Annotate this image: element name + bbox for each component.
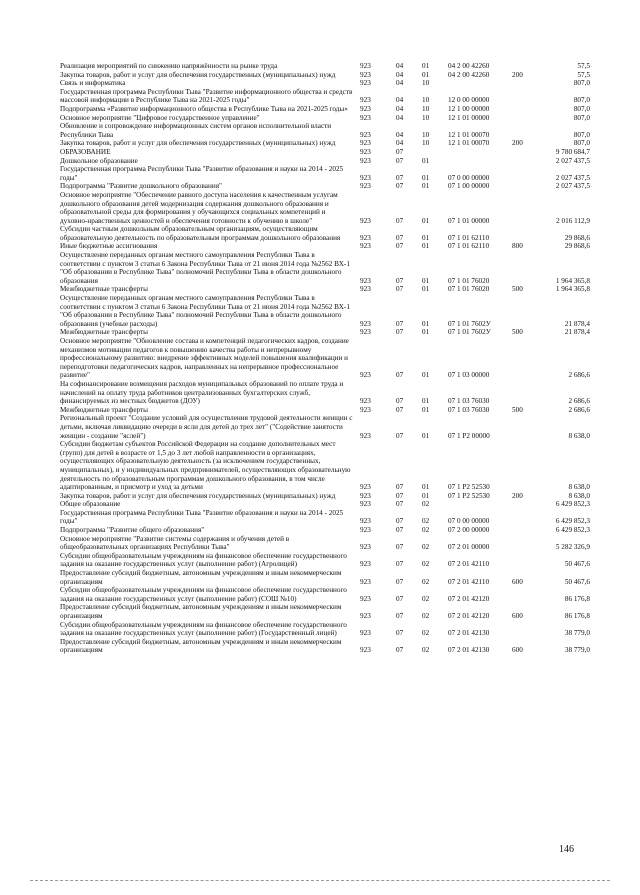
cell-rz: 07 (396, 156, 404, 165)
cell-cs: 07 1 01 76020 (448, 285, 490, 294)
page-number: 146 (559, 844, 574, 855)
cell-name: Реализация мероприятий по снижению напряжённости на рынке труда (60, 62, 278, 70)
cell-sum: 807,0 (573, 104, 590, 113)
table-row (60, 251, 590, 285)
cell-min: 923 (360, 526, 371, 535)
cell-name: Осуществление переданных органам местного самоуправления Республики Тыва в соответствии с пунктом 3 статьи 6 Закона Республики Тыва от 21 июня 2014 года №2562 ВХ-1 "Об образовании в Республике Тыва" полномочий Республики Тыва в области дошкольного образования (60, 251, 350, 285)
cell-rz: 07 (396, 646, 404, 655)
cell-sum: 807,0 (573, 113, 590, 122)
cell-cs: 07 2 01 42120 (448, 594, 490, 603)
table-row (60, 586, 590, 603)
cell-name: Субсидии бюджетам субъектов Российской Федерации на создание дополнительных мест (групп) для детей в возрасте от 1,5 до 3 лет любой направленности в организациях, осуществляющих образовательную деятельность (за исключением государственных, муниципальных), и у индивидуальных предпринимателей, осуществляющих образовательную деятельность по образовательным программам дошкольного образования, в том числе адаптированным, и присмотр и уход за детьми (60, 440, 351, 492)
cell-pr: 01 (422, 182, 430, 191)
table-row (60, 526, 590, 535)
cell-name: Иные бюджетные ассигнования (60, 242, 158, 251)
cell-name: Осуществление переданных органам местного самоуправления Республики Тыва в соответствии с пунктом 3 статьи 6 Закона Республики Тыва от 21 июня 2014 года №2562 ВХ-1 "Об образовании в Республике Тыва" полномочий Республики Тыва в области дошкольного образования (учебные расходы) (60, 294, 350, 328)
cell-pr: 01 (422, 319, 430, 328)
table-row (60, 406, 590, 415)
table-row (60, 88, 590, 105)
cell-sum: 807,0 (573, 139, 590, 148)
cell-sum: 2 027 437,5 (555, 156, 590, 165)
cell-name: Межбюджетные трансферты (60, 405, 148, 414)
cell-name: Основное мероприятие "Развитие системы содержания и обучения детей в общеобразовательных организациях Республики Тыва" (60, 534, 290, 552)
cell-min: 923 (360, 173, 371, 182)
table-row (60, 500, 590, 509)
page-bottom-edge (30, 880, 610, 881)
table-row (60, 225, 590, 242)
cell-name: Субсидии частным дошкольным образовательным организациям, осуществляющим образовательную деятельность по образовательным программам дошкольного образования (60, 225, 341, 242)
cell-pr: 02 (422, 629, 430, 638)
cell-min: 923 (360, 70, 371, 79)
cell-min: 923 (360, 130, 371, 139)
cell-rz: 07 (396, 285, 404, 294)
cell-min: 923 (360, 405, 371, 414)
cell-sum: 1 964 365,8 (555, 285, 590, 294)
cell-sum: 8 638,0 (568, 483, 590, 492)
cell-min: 923 (360, 594, 371, 603)
cell-sum: 2 686,6 (568, 405, 590, 414)
cell-cs: 07 1 P2 52530 (448, 483, 490, 492)
cell-rz: 07 (396, 397, 404, 406)
cell-cs: 07 1 01 7602У (448, 328, 491, 337)
cell-min: 923 (360, 62, 371, 70)
cell-min: 923 (360, 113, 371, 122)
cell-name: На софинансирование возмещения расходов муниципальных образований по оплате труда и начислений на оплату труда работников централизованных бухгалтерских служб, финансируемых из местных бюджетов (ДОУ) (60, 379, 344, 406)
cell-sum: 6 429 852,3 (555, 526, 590, 535)
cell-pr: 10 (422, 104, 430, 113)
table-row (60, 535, 590, 552)
cell-sum: 21 878,4 (564, 328, 590, 337)
table-row (60, 440, 590, 492)
cell-pr: 10 (422, 130, 430, 139)
cell-pr: 02 (422, 577, 430, 586)
cell-sum: 807,0 (573, 96, 590, 105)
cell-vr: 200 (512, 139, 523, 148)
cell-name: Закупка товаров, работ и услуг для обеспечения государственных (муниципальных) нужд (60, 491, 336, 500)
cell-rz: 07 (396, 233, 404, 242)
table-row (60, 621, 590, 638)
cell-cs: 07 2 01 42120 (448, 612, 490, 620)
table-row (60, 242, 590, 251)
table-row (60, 638, 590, 655)
cell-cs: 12 1 00 00000 (448, 104, 490, 113)
cell-sum: 807,0 (573, 79, 590, 88)
cell-pr: 01 (422, 233, 430, 242)
cell-pr: 01 (422, 156, 430, 165)
cell-pr: 01 (422, 276, 430, 285)
cell-rz: 04 (396, 79, 404, 88)
cell-pr: 02 (422, 543, 430, 552)
cell-cs: 07 0 00 00000 (448, 173, 490, 182)
cell-pr: 01 (422, 371, 430, 380)
cell-min: 923 (360, 517, 371, 526)
cell-sum: 2 027 437,5 (555, 182, 590, 191)
table-row (60, 157, 590, 166)
cell-vr: 600 (512, 577, 523, 586)
cell-cs: 07 1 01 7602У (448, 319, 491, 328)
cell-cs: 07 2 01 42130 (448, 646, 490, 655)
cell-rz: 04 (396, 130, 404, 139)
cell-pr: 10 (422, 79, 430, 88)
cell-cs: 12 1 01 00070 (448, 139, 490, 148)
cell-min: 923 (360, 104, 371, 113)
cell-rz: 07 (396, 517, 404, 526)
cell-rz: 07 (396, 629, 404, 638)
cell-min: 923 (360, 182, 371, 191)
cell-min: 923 (360, 646, 371, 655)
cell-pr: 01 (422, 173, 430, 182)
table-row (60, 122, 590, 139)
cell-name: Субсидии общеобразовательным учреждениям на финансовое обеспечение государственного задания на оказание государственных услуг (выполнение работ) (Агролицей) (60, 551, 347, 569)
cell-cs: 12 0 00 00000 (448, 96, 490, 105)
cell-min: 923 (360, 96, 371, 105)
table-row (60, 569, 590, 586)
table-row (60, 380, 590, 406)
cell-rz: 07 (396, 216, 404, 225)
cell-cs: 12 1 01 00070 (448, 130, 490, 139)
table-row (60, 509, 590, 526)
cell-min: 923 (360, 216, 371, 225)
cell-pr: 01 (422, 285, 430, 294)
budget-table (60, 62, 590, 655)
cell-pr: 01 (422, 62, 430, 70)
cell-sum: 2 686,6 (568, 397, 590, 406)
cell-min: 923 (360, 483, 371, 492)
table-row (60, 114, 590, 123)
cell-pr: 02 (422, 612, 430, 620)
cell-pr: 02 (422, 646, 430, 655)
table-row (60, 139, 590, 148)
cell-cs: 07 1 01 62110 (448, 233, 490, 242)
cell-pr: 02 (422, 517, 430, 526)
cell-sum: 8 638,0 (568, 491, 590, 500)
cell-cs: 07 1 01 00000 (448, 216, 490, 225)
cell-pr: 02 (422, 500, 430, 509)
cell-vr: 500 (512, 285, 523, 294)
cell-vr: 500 (512, 405, 523, 414)
cell-cs: 07 1 01 62110 (448, 242, 490, 251)
cell-rz: 07 (396, 431, 404, 440)
cell-min: 923 (360, 242, 371, 251)
cell-name: Подпрограмма "Развитие общего образования" (60, 526, 205, 535)
cell-name: Государственная программа Республики Тыва "Развитие образования и науки на 2014 - 2025 годы" (60, 508, 344, 526)
cell-name: Основное мероприятие "Обеспечение равного доступа населения к качественным услугам дошкольного образования детей модернизация содержания дошкольного образования и образовательной среды для формирования у обучающихся социальных компетенций и духовно-нравственных ценностей и обеспечения готовности к обучению в школе" (60, 190, 338, 225)
cell-name: Обновление и сопровождение информационных систем органов исполнительной власти Республики Тыва (60, 122, 332, 139)
cell-min: 923 (360, 328, 371, 337)
cell-min: 923 (360, 612, 371, 620)
cell-rz: 07 (396, 242, 404, 251)
cell-name: Дошкольное образование (60, 156, 138, 165)
cell-min: 923 (360, 319, 371, 328)
cell-sum: 807,0 (573, 130, 590, 139)
cell-min: 923 (360, 397, 371, 406)
cell-pr: 01 (422, 405, 430, 414)
cell-vr: 600 (512, 646, 523, 655)
cell-rz: 07 (396, 147, 404, 156)
cell-sum: 9 780 684,7 (555, 147, 590, 156)
cell-pr: 02 (422, 594, 430, 603)
table-row (60, 62, 590, 71)
cell-rz: 07 (396, 612, 404, 620)
cell-sum: 2 016 112,9 (556, 216, 590, 225)
cell-pr: 01 (422, 431, 430, 440)
cell-rz: 07 (396, 319, 404, 328)
cell-cs: 07 1 03 00000 (448, 371, 490, 380)
table-row (60, 285, 590, 294)
cell-pr: 10 (422, 139, 430, 148)
cell-cs: 07 1 01 76020 (448, 276, 490, 285)
cell-sum: 8 638,0 (568, 431, 590, 440)
cell-name: Предоставление субсидий бюджетным, автономным учреждениям и иным некоммерческим организациям (60, 603, 342, 620)
cell-cs: 07 1 03 76030 (448, 397, 490, 406)
cell-min: 923 (360, 491, 371, 500)
cell-cs: 07 2 01 42110 (448, 577, 490, 586)
cell-rz: 04 (396, 70, 404, 79)
cell-pr: 10 (422, 96, 430, 105)
cell-vr: 600 (512, 612, 523, 620)
cell-vr: 800 (512, 242, 523, 251)
table-row (60, 294, 590, 328)
cell-name: Государственная программа Республики Тыва "Развитие образования и науки на 2014 - 2025 годы" (60, 165, 344, 182)
cell-rz: 07 (396, 173, 404, 182)
cell-name: Государственная программа Республики Тыва "Развитие информационного общества и средств массовой информации в Республике Тыва на 2021-2025 годы" (60, 87, 353, 105)
cell-name: ОБРАЗОВАНИЕ (60, 147, 111, 156)
cell-sum: 1 964 365,8 (555, 276, 590, 285)
cell-sum: 6 429 852,3 (555, 517, 590, 526)
cell-pr: 01 (422, 70, 430, 79)
table-row (60, 492, 590, 501)
cell-min: 923 (360, 543, 371, 552)
cell-name: Закупка товаров, работ и услуг для обеспечения государственных (муниципальных) нужд (60, 70, 336, 79)
cell-pr: 01 (422, 328, 430, 337)
cell-pr: 01 (422, 491, 430, 500)
table-row (60, 337, 590, 380)
cell-sum: 57,5 (577, 70, 590, 79)
cell-name: Межбюджетные трансферты (60, 328, 148, 337)
cell-cs: 07 2 01 42130 (448, 629, 490, 638)
cell-min: 923 (360, 276, 371, 285)
cell-pr: 01 (422, 216, 430, 225)
cell-min: 923 (360, 139, 371, 148)
cell-name: Субсидии общеобразовательным учреждениям на финансовое обеспечение государственного задания на оказание государственных услуг (выполнение работ) (СОШ №10) (60, 586, 347, 603)
cell-cs: 12 1 01 00000 (448, 113, 490, 122)
cell-sum: 50 467,6 (564, 577, 590, 586)
cell-name: Подпрограмма "Развитие дошкольного образования" (60, 182, 222, 191)
cell-rz: 04 (396, 96, 404, 105)
cell-name: Основное мероприятие "Обновление состава и компетенций педагогических кадров, создание механизмов мотивации педагогов к повышению качества работы и непрерывному профессиональному развитию: внедрение эффективных моделей повышения квалификации и переподготовки педагогических кадров, направленных на непрерывное профессиональное развитие" (60, 337, 349, 380)
cell-min: 923 (360, 500, 371, 509)
table-row (60, 105, 590, 114)
cell-vr: 200 (512, 491, 523, 500)
cell-rz: 07 (396, 182, 404, 191)
cell-cs: 07 1 P2 52530 (448, 491, 490, 500)
cell-rz: 07 (396, 276, 404, 285)
table-row (60, 414, 590, 440)
cell-rz: 07 (396, 328, 404, 337)
cell-pr: 01 (422, 483, 430, 492)
cell-sum: 38 779,0 (564, 629, 590, 638)
table-row (60, 182, 590, 191)
cell-rz: 04 (396, 139, 404, 148)
cell-sum: 21 878,4 (564, 319, 590, 328)
cell-rz: 04 (396, 104, 404, 113)
cell-rz: 07 (396, 491, 404, 500)
cell-min: 923 (360, 371, 371, 380)
cell-cs: 07 0 00 00000 (448, 517, 490, 526)
cell-pr: 02 (422, 560, 430, 569)
cell-rz: 07 (396, 405, 404, 414)
cell-sum: 38 779,0 (564, 646, 590, 655)
cell-sum: 86 176,8 (564, 594, 590, 603)
cell-sum: 57,5 (577, 62, 590, 70)
cell-name: Подпрограмма «Развитие информационного общества в Республике Тыва на 2021-2025 годы» (60, 104, 348, 113)
table-row (60, 603, 590, 620)
table-row (60, 148, 590, 157)
cell-cs: 07 2 00 00000 (448, 526, 490, 535)
cell-rz: 07 (396, 483, 404, 492)
cell-cs: 04 2 00 42260 (448, 62, 490, 70)
cell-rz: 07 (396, 543, 404, 552)
cell-name: Межбюджетные трансферты (60, 285, 148, 294)
cell-min: 923 (360, 285, 371, 294)
cell-cs: 04 2 00 42260 (448, 70, 490, 79)
cell-cs: 07 2 01 00000 (448, 543, 490, 552)
cell-min: 923 (360, 629, 371, 638)
cell-vr: 500 (512, 328, 523, 337)
table-row (60, 71, 590, 80)
cell-sum: 2 027 437,5 (555, 173, 590, 182)
table-row (60, 165, 590, 182)
cell-pr: 01 (422, 242, 430, 251)
cell-rz: 07 (396, 577, 404, 586)
cell-cs: 07 1 00 00000 (448, 182, 490, 191)
cell-min: 923 (360, 577, 371, 586)
cell-name: Связь и информатика (60, 79, 126, 88)
cell-pr: 10 (422, 113, 430, 122)
cell-cs: 07 1 03 76030 (448, 405, 490, 414)
cell-sum: 29 868,6 (564, 242, 590, 251)
cell-min: 923 (360, 431, 371, 440)
cell-name: Основное мероприятие "Цифровое государственное управление" (60, 113, 260, 122)
table-row (60, 79, 590, 88)
cell-rz: 07 (396, 526, 404, 535)
cell-cs: 07 2 01 42110 (448, 560, 490, 569)
cell-name: Предоставление субсидий бюджетным, автономным учреждениям и иным некоммерческим организациям (60, 637, 342, 655)
cell-rz: 04 (396, 113, 404, 122)
cell-name: Субсидии общеобразовательным учреждениям на финансовое обеспечение государственного задания на оказание государственных услуг (выполнение работ) (Государственный лицей) (60, 620, 347, 638)
cell-min: 923 (360, 560, 371, 569)
cell-sum: 86 176,8 (564, 612, 590, 620)
cell-pr: 02 (422, 526, 430, 535)
cell-min: 923 (360, 156, 371, 165)
cell-name: Предоставление субсидий бюджетным, автономным учреждениям и иным некоммерческим организациям (60, 569, 342, 586)
table-row (60, 328, 590, 337)
cell-vr: 200 (512, 70, 523, 79)
cell-rz: 07 (396, 500, 404, 509)
cell-min: 923 (360, 233, 371, 242)
cell-sum: 29 868,6 (564, 233, 590, 242)
cell-min: 923 (360, 79, 371, 88)
cell-rz: 07 (396, 594, 404, 603)
cell-sum: 50 467,6 (564, 560, 590, 569)
cell-rz: 04 (396, 62, 404, 70)
cell-name: Региональный проект "Создание условий для осуществления трудовой деятельности женщин с детьми, включая ликвидацию очереди в ясли для детей до трех лет" ("Содействие занятости женщин - создание "яслей") (60, 414, 353, 440)
table-row (60, 552, 590, 569)
cell-name: Общее образование (60, 500, 121, 509)
table-row (60, 191, 590, 225)
cell-sum: 5 282 326,9 (555, 543, 590, 552)
cell-name: Закупка товаров, работ и услуг для обеспечения государственных (муниципальных) нужд (60, 139, 336, 148)
cell-rz: 07 (396, 560, 404, 569)
cell-cs: 07 1 P2 00000 (448, 431, 490, 440)
cell-rz: 07 (396, 371, 404, 380)
cell-sum: 2 686,6 (568, 371, 590, 380)
cell-pr: 01 (422, 397, 430, 406)
cell-min: 923 (360, 147, 371, 156)
cell-sum: 6 429 852,3 (555, 500, 590, 509)
